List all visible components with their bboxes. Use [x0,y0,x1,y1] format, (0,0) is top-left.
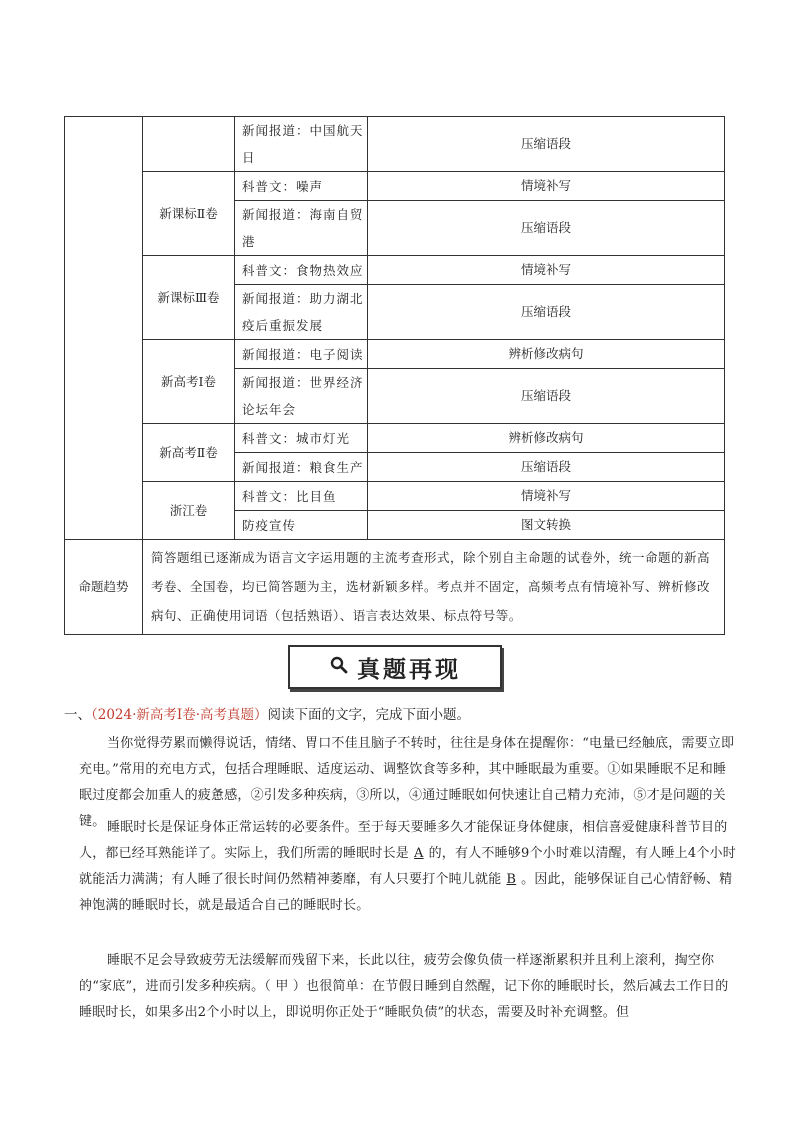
search-icon [329,655,349,679]
trend-label: 命题趋势 [65,540,143,635]
question-form-cell: 压缩语段 [368,201,725,256]
passage-paragraph-3: 睡眠不足会导致疲劳无法缓解而残留下来，长此以往，疲劳会像负债一样逐渐累积并且利上滚利，掏空你的“家底”，进而引发多种疾病。（ 甲 ）也很简单：在节假日睡到自然醒，记下你的睡眠时长，然后减去工作日的睡眠时长，如果多出2个小时以上，即说明你正处于“睡眠负债”的状态，需要及时补充调整。但 [79,953,729,1020]
material-type-cell: 新闻报道：电子阅读 [235,340,368,369]
table-row [65,424,725,453]
exam-name-cell: 新高考Ⅱ卷 [143,424,235,482]
question-form-cell: 情境补写 [368,172,725,201]
question-source: （2024·新高考Ⅰ卷·高考真题） [91,707,268,723]
question-form-cell: 图文转换 [368,511,725,540]
exam-name-cell: 新课标Ⅱ卷 [143,172,235,256]
year-cell [65,117,143,540]
table-row [65,340,725,369]
table-body [65,117,725,635]
passage-paragraph-1: 当你觉得劳累而懒得说话，情绪、胃口不佳且脑子不转时，往往是身体在提醒你：“电量已经触底，需要立即充电。”常用的充电方式，包括合理睡眠、适度运动、调整饮食等多种，其中睡眠最为重要。①如果睡眠不足和睡眠过度都会加重人的疲惫感，②引发多种疾病，③所以，④通过睡眠如何快速让自己精力充沛，⑤才是问题的关键。 [79,736,735,829]
trend-row [65,540,725,635]
table-row [65,482,725,511]
passage-paragraph-2: 睡眠时长是保证身体正常运转的必要条件。至于每天要睡多久才能保证身体健康，相信喜爱健康科普节目的人，都已经耳熟能详了。实际上，我们所需的睡眠时长是 A 的，有人不睡够9个小时难以清醒，有人睡上4个小时就能活力满满；有人睡了很长时间仍然精神萎靡，有人只要打个盹儿就能 B 。因此，能够保证自己心情舒畅、精神饱满的睡眠时长，就是最适合自己的睡眠时长。 [79,820,736,913]
question-form-cell: 压缩语段 [368,285,725,340]
material-type-cell: 新闻报道：助力湖北疫后重振发展 [235,285,368,340]
table-row [65,256,725,285]
material-type-cell: 科普文：城市灯光 [235,424,368,453]
question-form-cell: 辨析修改病句 [368,424,725,453]
blank-b: B [506,872,517,887]
material-type-cell: 新闻报道：世界经济论坛年会 [235,369,368,424]
material-type-cell: 新闻报道：中国航天日 [235,117,368,172]
question-form-cell: 压缩语段 [368,117,725,172]
question-form-cell: 情境补写 [368,256,725,285]
exam-analysis-table [64,116,725,635]
question-number: 一、 [64,707,91,723]
exam-name-cell [143,117,235,172]
exam-name-cell: 新高考Ⅰ卷 [143,340,235,424]
table-row [65,172,725,201]
material-type-cell: 新闻报道：粮食生产 [235,453,368,482]
question-form-cell: 辨析修改病句 [368,340,725,369]
question-header [64,704,470,726]
table-row [65,117,725,172]
exam-name-cell: 新课标Ⅲ卷 [143,256,235,340]
material-type-cell: 科普文：比目鱼 [235,482,368,511]
exam-name-cell: 浙江卷 [143,482,235,540]
material-type-cell: 科普文：食物热效应 [235,256,368,285]
question-form-cell: 情境补写 [368,482,725,511]
section-banner [288,645,502,689]
material-type-cell: 新闻报道：海南自贸港 [235,201,368,256]
question-form-cell: 压缩语段 [368,453,725,482]
blank-a: A [414,846,424,861]
trend-text: 简答题组已逐渐成为语言文字运用题的主流考查形式，除个别自主命题的试卷外，统一命题的新高考卷、全国卷，均已简答题为主，选材新颖多样。考点并不固定，高频考点有情境补写、辨析修改病句、正确使用词语（包括熟语）、语言表达效果、标点符号等。 [143,540,725,635]
material-type-cell: 科普文：噪声 [235,172,368,201]
material-type-cell: 防疫宣传 [235,511,368,540]
question-instruction: 阅读下面的文字，完成下面小题。 [267,707,471,723]
question-form-cell: 压缩语段 [368,369,725,424]
section-title: 真题再现 [357,655,461,683]
